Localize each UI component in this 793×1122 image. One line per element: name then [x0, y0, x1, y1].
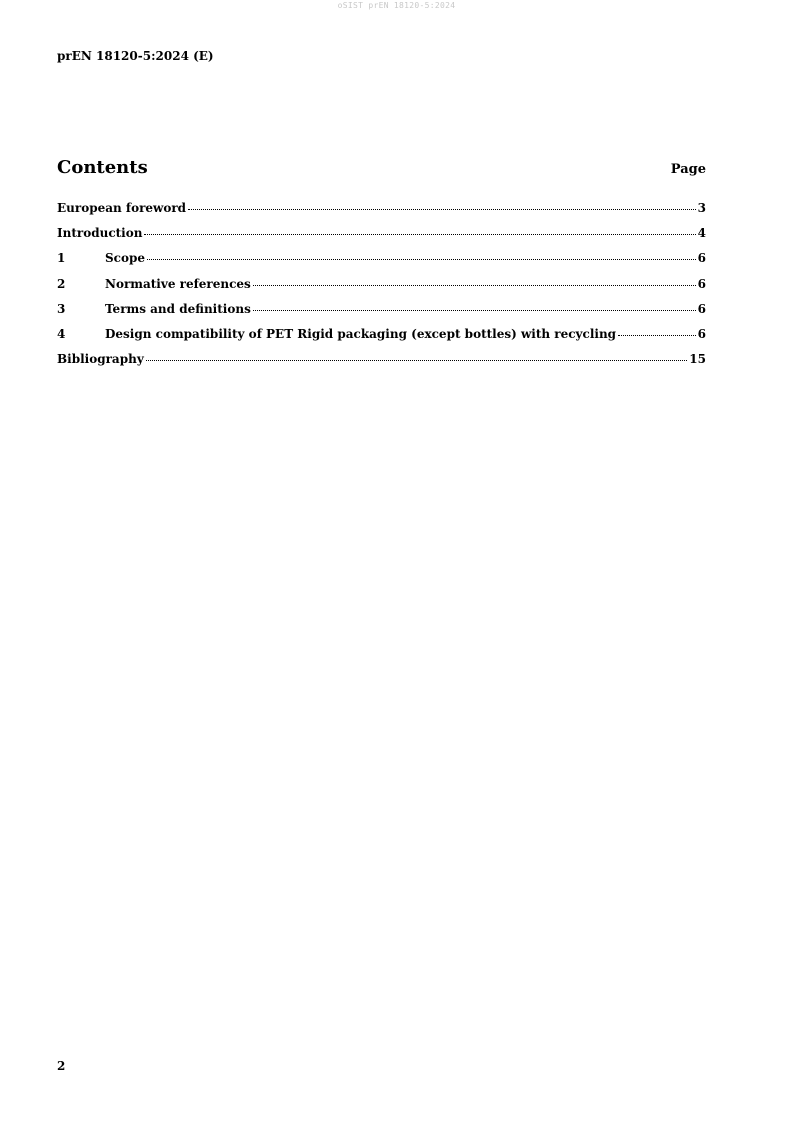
toc-title: Contents — [57, 157, 148, 178]
page-number: 2 — [57, 1059, 66, 1073]
toc-entry-bibliography[interactable] — [57, 352, 706, 377]
toc-leader — [188, 209, 696, 210]
toc-entry-introduction[interactable] — [57, 226, 706, 251]
toc-entry-number: 4 — [57, 326, 66, 341]
toc-entry-page: 4 — [697, 226, 706, 241]
toc-entry-scope[interactable] — [57, 251, 706, 276]
toc-entry-text: Scope — [105, 251, 146, 266]
toc-entry-design-compatibility[interactable] — [57, 327, 706, 352]
toc-entry-page: 6 — [697, 251, 706, 266]
toc-entry-number: 1 — [57, 251, 66, 266]
document-id: prEN 18120-5:2024 (E) — [57, 49, 214, 63]
toc-entry-text: Terms and definitions — [105, 301, 251, 316]
toc-leader — [144, 234, 695, 235]
toc-heading — [57, 157, 706, 178]
toc-entry-terms-and-definitions[interactable] — [57, 302, 706, 327]
toc-entry-number: 2 — [57, 276, 66, 291]
toc-entry-text: Bibliography — [57, 352, 144, 367]
toc-entry-page: 15 — [689, 352, 706, 367]
toc-entry-page: 6 — [697, 301, 706, 316]
toc-page-label: Page — [670, 162, 706, 177]
toc-entry-page: 6 — [697, 276, 706, 291]
toc-leader — [253, 285, 696, 286]
toc-list — [57, 201, 706, 377]
toc-entry-page: 3 — [697, 201, 706, 215]
toc-entry-normative-references[interactable] — [57, 277, 706, 302]
watermark: oSIST prEN 18120-5:2024 — [337, 1, 456, 10]
toc-entry-european-foreword[interactable] — [57, 201, 706, 226]
toc-leader — [253, 310, 696, 311]
toc-entry-text: Introduction — [57, 226, 143, 241]
toc-leader — [618, 335, 696, 336]
toc-entry-text: Design compatibility of PET Rigid packaging (except bottles) with recycling — [105, 326, 617, 341]
toc-entry-text: European foreword — [57, 201, 187, 215]
toc-leader — [147, 259, 696, 260]
toc-leader — [146, 360, 688, 361]
toc-entry-number: 3 — [57, 301, 66, 316]
toc-entry-text: Normative references — [105, 276, 251, 291]
toc-entry-page: 6 — [697, 326, 706, 341]
